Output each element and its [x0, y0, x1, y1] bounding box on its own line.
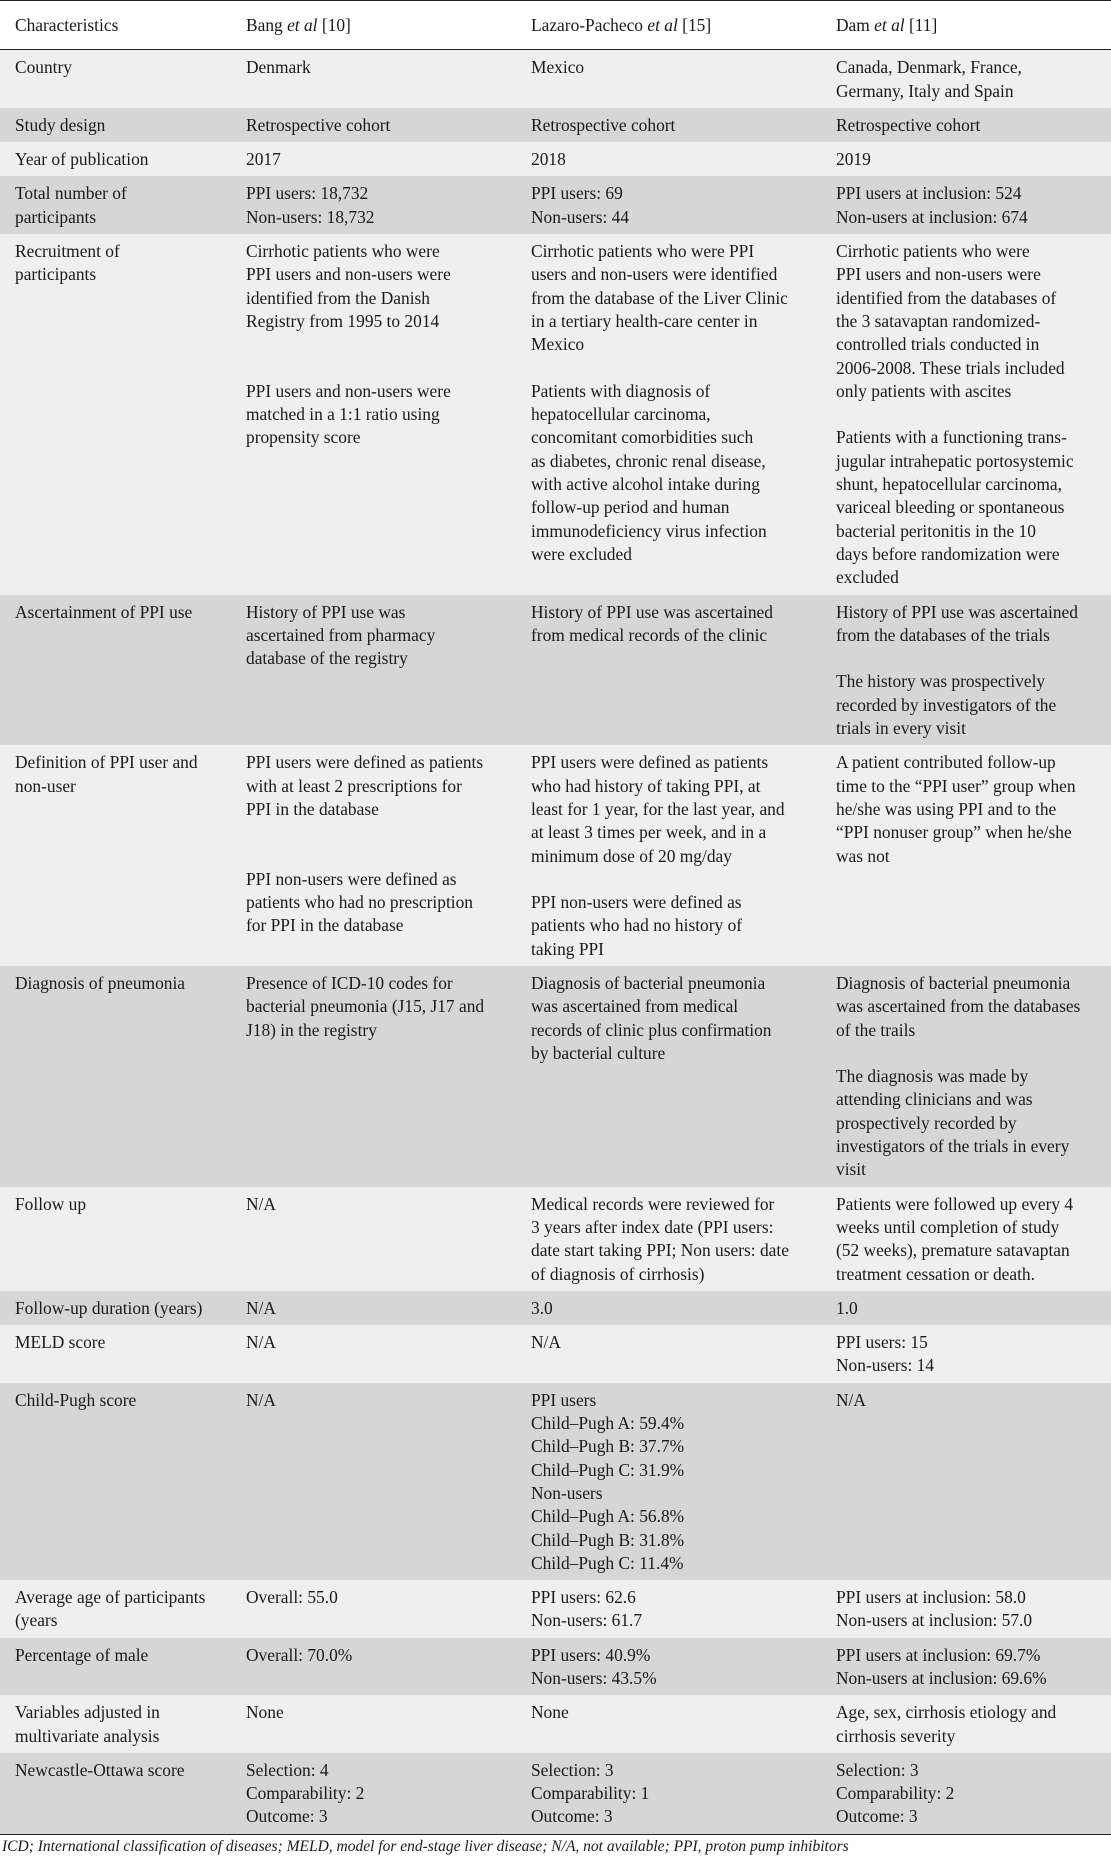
cell-line: Percentage of male [15, 1644, 149, 1665]
table-row [0, 1580, 1111, 1638]
cell-line: in a tertiary health-care center in [531, 310, 758, 331]
cell-line: MELD score [15, 1332, 106, 1353]
dam-cell [821, 1580, 1111, 1638]
cell-line: treatment cessation or death. [836, 1263, 1035, 1284]
table-footnote: ICD; International classification of diseases; MELD, model for end-stage liver disease; N/A, not available; PPI, proton pump inhibitors [2, 1837, 849, 1855]
cell-line: from the databases of the trials [836, 624, 1050, 645]
cell-line: he/she was using PPI and to the [836, 798, 1057, 819]
paragraph-gap [246, 821, 512, 844]
cell-line: from the database of the Liver Clinic [531, 287, 788, 308]
cell-line: The history was prospectively [836, 671, 1046, 692]
table-row [0, 108, 1111, 142]
cell-line: PPI users [531, 1389, 597, 1410]
cell-line: ascertained from pharmacy [246, 624, 436, 645]
cell-line: A patient contributed follow-up [836, 752, 1056, 773]
header-etal: et al [647, 15, 678, 35]
table-row [0, 1753, 1111, 1834]
cell-line: multivariate analysis [15, 1725, 160, 1746]
cell-line: PPI users and non-users were [246, 380, 451, 401]
cell-line: matched in a 1:1 ratio using [246, 404, 440, 425]
cell-line: taking PPI [531, 938, 604, 959]
characteristic-cell [0, 1383, 231, 1580]
cell-line: Selection: 3 [531, 1759, 614, 1780]
cell-line: Retrospective cohort [531, 114, 676, 135]
cell-line: 2018 [531, 149, 566, 170]
bang-cell [231, 234, 516, 594]
cell-line: with at least 2 prescriptions for [246, 775, 462, 796]
cell-line: immunodeficiency virus infection [531, 520, 767, 541]
cell-line: 3.0 [531, 1297, 553, 1318]
header-reference: [11] [908, 15, 938, 35]
cell-line: investigators of the trials in every [836, 1136, 1070, 1157]
table-row [0, 1638, 1111, 1696]
lazaro-pacheco-cell [516, 176, 821, 234]
lazaro-pacheco-cell [516, 745, 821, 966]
cell-line: Comparability: 2 [836, 1783, 955, 1804]
cell-line: variceal bleeding or spontaneous [836, 497, 1065, 518]
characteristic-cell [0, 108, 231, 142]
characteristic-cell [0, 176, 231, 234]
cell-line: trials in every visit [836, 718, 966, 739]
cell-line: PPI non-users were defined as [531, 892, 742, 913]
cell-line: Child–Pugh C: 31.9% [531, 1459, 685, 1480]
lazaro-pacheco-cell [516, 1187, 821, 1291]
bang-cell [231, 745, 516, 966]
paragraph-gap [836, 647, 1107, 670]
table-row [0, 176, 1111, 234]
table-row [0, 1383, 1111, 1580]
table-row [0, 966, 1111, 1187]
dam-cell [821, 1383, 1111, 1580]
cell-line: bacterial pneumonia (J15, J17 and [246, 996, 485, 1017]
cell-line: cirrhosis severity [836, 1725, 956, 1746]
cell-line: concomitant comorbidities such [531, 427, 754, 448]
cell-line: date start taking PPI; Non users: date [531, 1240, 789, 1261]
cell-line: were excluded [531, 543, 632, 564]
cell-line: controlled trials conducted in [836, 334, 1040, 355]
table-row [0, 1325, 1111, 1383]
cell-line: Variables adjusted in [15, 1702, 160, 1723]
cell-line: recorded by investigators of the [836, 694, 1057, 715]
cell-line: N/A [246, 1193, 276, 1214]
cell-line: PPI users: 62.6 [531, 1587, 636, 1608]
cell-line: Non-users at inclusion: 57.0 [836, 1610, 1033, 1631]
cell-line: Non-users: 44 [531, 206, 630, 227]
cell-line: prospectively recorded by [836, 1112, 1017, 1133]
cell-line: Comparability: 1 [531, 1783, 650, 1804]
cell-line: at least 3 times per week, and in a [531, 822, 767, 843]
cell-line: Retrospective cohort [836, 114, 981, 135]
cell-line: Non-users: 18,732 [246, 206, 375, 227]
dam-cell [821, 50, 1111, 108]
cell-line: the 3 satavaptan randomized- [836, 310, 1041, 331]
cell-line: participants [15, 264, 97, 285]
characteristic-cell [0, 50, 231, 108]
dam-cell [821, 1753, 1111, 1834]
lazaro-pacheco-cell [516, 108, 821, 142]
cell-line: Patients with diagnosis of [531, 380, 711, 401]
cell-line: N/A [246, 1332, 276, 1353]
cell-line: with active alcohol intake during [531, 474, 760, 495]
cell-line: Child–Pugh C: 11.4% [531, 1552, 684, 1573]
table-row [0, 50, 1111, 108]
table-row [0, 1695, 1111, 1753]
cell-line: J18) in the registry [246, 1019, 377, 1040]
cell-line: 2006-2008. These trials included [836, 357, 1065, 378]
cell-line: Average age of participants [15, 1587, 206, 1608]
cell-line: PPI users were defined as patients [246, 752, 484, 773]
cell-line: Diagnosis of bacterial pneumonia [836, 972, 1071, 993]
lazaro-pacheco-cell [516, 1695, 821, 1753]
cell-line: was not [836, 845, 890, 866]
cell-line: PPI users at inclusion: 58.0 [836, 1587, 1026, 1608]
cell-line: N/A [836, 1389, 866, 1410]
cell-line: weeks until completion of study [836, 1216, 1060, 1237]
cell-line: Non-users at inclusion: 69.6% [836, 1668, 1047, 1688]
header-author: Lazaro-Pacheco [531, 15, 643, 35]
cell-line: History of PPI use was ascertained [531, 601, 773, 622]
cell-line: PPI users and non-users were [246, 264, 451, 285]
paragraph-gap [836, 403, 1107, 426]
cell-line: Overall: 55.0 [246, 1587, 338, 1608]
bang-cell [231, 142, 516, 176]
header-row [0, 1, 1111, 50]
cell-line: PPI users and non-users were [836, 264, 1041, 285]
lazaro-pacheco-cell [516, 966, 821, 1187]
cell-line: Cirrhotic patients who were [246, 241, 440, 262]
cell-line: patients who had no history of [531, 915, 743, 936]
cell-line: Age, sex, cirrhosis etiology and [836, 1702, 1057, 1723]
cell-line: least for 1 year, for the last year, and [531, 798, 785, 819]
dam-cell [821, 966, 1111, 1187]
bang-cell [231, 966, 516, 1187]
cell-line: who had history of taking PPI, at [531, 775, 761, 796]
cell-line: participants [15, 206, 97, 227]
cell-line: Total number of [15, 183, 127, 204]
cell-line: shunt, hepatocellular carcinoma, [836, 474, 1062, 495]
cell-line: Cirrhotic patients who were [836, 241, 1030, 262]
cell-line: by bacterial culture [531, 1042, 666, 1063]
cell-line: Ascertainment of PPI use [15, 601, 193, 622]
cell-line: Definition of PPI user and [15, 752, 198, 773]
cell-line: Cirrhotic patients who were PPI [531, 241, 755, 262]
paragraph-gap [531, 357, 817, 380]
characteristic-cell [0, 1325, 231, 1383]
characteristic-cell [0, 1580, 231, 1638]
cell-line: time to the “PPI user” group when [836, 775, 1076, 796]
characteristic-cell [0, 1291, 231, 1325]
table-row [0, 595, 1111, 746]
cell-line: database of the registry [246, 648, 408, 669]
cell-line: PPI users: 15 [836, 1332, 928, 1353]
dam-cell [821, 142, 1111, 176]
table-row [0, 142, 1111, 176]
cell-line: of diagnosis of cirrhosis) [531, 1263, 705, 1284]
characteristic-cell [0, 745, 231, 966]
bang-cell [231, 1383, 516, 1580]
cell-line: follow-up period and human [531, 497, 730, 518]
cell-line: Child–Pugh B: 37.7% [531, 1436, 685, 1457]
header-reference: [10] [321, 15, 351, 35]
header-reference: [15] [682, 15, 712, 35]
table-header [0, 1, 1111, 50]
cell-line: Presence of ICD-10 codes for [246, 972, 453, 993]
dam-cell [821, 1695, 1111, 1753]
cell-line: Outcome: 3 [836, 1806, 918, 1827]
cell-line: Outcome: 3 [531, 1806, 613, 1827]
header-characteristics [0, 1, 231, 50]
cell-line: visit [836, 1159, 866, 1180]
cell-line: The diagnosis was made by [836, 1066, 1029, 1087]
cell-line: Diagnosis of bacterial pneumonia [531, 972, 766, 993]
cell-line: only patients with ascites [836, 380, 1012, 401]
header-characteristics-label: Characteristics [15, 15, 119, 35]
cell-line: PPI users at inclusion: 69.7% [836, 1644, 1041, 1665]
table-row [0, 1291, 1111, 1325]
cell-line: Follow-up duration (years) [15, 1297, 203, 1318]
dam-cell [821, 234, 1111, 594]
cell-line: days before randomization were [836, 543, 1060, 564]
cell-line: 2019 [836, 149, 871, 170]
cell-line: “PPI nonuser group” when he/she [836, 822, 1072, 843]
characteristic-cell [0, 595, 231, 746]
bang-cell [231, 1638, 516, 1696]
lazaro-pacheco-cell [516, 1753, 821, 1834]
header-study-bang [231, 1, 516, 50]
cell-line: 2017 [246, 149, 281, 170]
dam-cell [821, 1325, 1111, 1383]
cell-line: PPI users: 69 [531, 183, 623, 204]
cell-line: Recruitment of [15, 241, 120, 262]
characteristic-cell [0, 142, 231, 176]
paragraph-gap [531, 868, 817, 891]
header-etal: et al [287, 15, 318, 35]
cell-line: of the trails [836, 1019, 916, 1040]
cell-line: N/A [531, 1332, 561, 1353]
cell-line: Diagnosis of pneumonia [15, 972, 186, 993]
cell-line: PPI in the database [246, 798, 379, 819]
cell-line: Registry from 1995 to 2014 [246, 310, 440, 331]
table-body [0, 50, 1111, 1834]
cell-line: Mexico [531, 334, 585, 355]
cell-line: 3 years after index date (PPI users: [531, 1216, 774, 1237]
cell-line: Follow up [15, 1193, 87, 1214]
cell-line: Child–Pugh A: 59.4% [531, 1413, 685, 1434]
lazaro-pacheco-cell [516, 1325, 821, 1383]
cell-line: users and non-users were identified [531, 264, 778, 285]
cell-line: Canada, Denmark, France, [836, 57, 1022, 78]
header-study-lazaro [516, 1, 821, 50]
bang-cell [231, 50, 516, 108]
cell-line: Denmark [246, 57, 311, 78]
cell-line: Selection: 4 [246, 1759, 329, 1780]
cell-line: Non-users: 43.5% [531, 1668, 657, 1688]
cell-line: N/A [246, 1389, 276, 1410]
lazaro-pacheco-cell [516, 142, 821, 176]
bang-cell [231, 595, 516, 746]
cell-line: Patients with a functioning trans- [836, 427, 1067, 448]
cell-line: 1.0 [836, 1297, 858, 1318]
cell-line: for PPI in the database [246, 915, 404, 936]
paragraph-gap [836, 1042, 1107, 1065]
cell-line: History of PPI use was [246, 601, 406, 622]
cell-line: Outcome: 3 [246, 1806, 328, 1827]
dam-cell [821, 745, 1111, 966]
cell-line: (years [15, 1610, 58, 1631]
header-author: Bang [246, 15, 283, 35]
characteristic-cell [0, 966, 231, 1187]
cell-line: Child-Pugh score [15, 1389, 137, 1410]
header-study-dam [821, 1, 1111, 50]
cell-line: patients who had no prescription [246, 892, 473, 913]
dam-cell [821, 108, 1111, 142]
bang-cell [231, 176, 516, 234]
cell-line: Study design [15, 114, 106, 135]
cell-line: was ascertained from the databases [836, 996, 1081, 1017]
lazaro-pacheco-cell [516, 595, 821, 746]
cell-line: Comparability: 2 [246, 1783, 365, 1804]
cell-line: Non-users: 14 [836, 1355, 935, 1376]
cell-line: Overall: 70.0% [246, 1644, 353, 1665]
cell-line: Country [15, 57, 73, 78]
cell-line: records of clinic plus confirmation [531, 1019, 772, 1040]
cell-line: Child–Pugh B: 31.8% [531, 1529, 685, 1550]
bang-cell [231, 1291, 516, 1325]
cell-line: Year of publication [15, 149, 149, 170]
cell-line: was ascertained from medical [531, 996, 739, 1017]
cell-line: Medical records were reviewed for [531, 1193, 775, 1214]
table-row [0, 234, 1111, 594]
dam-cell [821, 1291, 1111, 1325]
lazaro-pacheco-cell [516, 1383, 821, 1580]
cell-line: identified from the Danish [246, 287, 431, 308]
cell-line: non-user [15, 775, 76, 796]
cell-line: excluded [836, 567, 899, 588]
cell-line: History of PPI use was ascertained [836, 601, 1078, 622]
cell-line: Retrospective cohort [246, 114, 391, 135]
cell-line: None [246, 1702, 284, 1723]
cell-line: Non-users: 61.7 [531, 1610, 643, 1631]
cell-line: PPI non-users were defined as [246, 868, 457, 889]
paragraph-gap [246, 845, 512, 868]
cell-line: None [531, 1702, 569, 1723]
table-row [0, 1187, 1111, 1291]
dam-cell [821, 176, 1111, 234]
bang-cell [231, 108, 516, 142]
lazaro-pacheco-cell [516, 234, 821, 594]
dam-cell [821, 1187, 1111, 1291]
cell-line: (52 weeks), premature satavaptan [836, 1240, 1070, 1261]
dam-cell [821, 1638, 1111, 1696]
cell-line: N/A [246, 1297, 276, 1318]
cell-line: Child–Pugh A: 56.8% [531, 1506, 685, 1527]
cell-line: PPI users: 40.9% [531, 1644, 651, 1665]
characteristic-cell [0, 1187, 231, 1291]
header-etal: et al [874, 15, 905, 35]
cell-line: as diabetes, chronic renal disease, [531, 450, 766, 471]
cell-line: bacterial peritonitis in the 10 [836, 520, 1036, 541]
cell-line: PPI users were defined as patients [531, 752, 769, 773]
paragraph-gap [246, 333, 512, 356]
characteristic-cell [0, 1638, 231, 1696]
lazaro-pacheco-cell [516, 1580, 821, 1638]
header-author: Dam [836, 15, 870, 35]
characteristic-cell [0, 234, 231, 594]
cell-line: Non-users [531, 1482, 603, 1503]
bang-cell [231, 1325, 516, 1383]
bang-cell [231, 1580, 516, 1638]
cell-line: from medical records of the clinic [531, 624, 768, 645]
cell-line: Newcastle-Ottawa score [15, 1759, 185, 1780]
cell-line: hepatocellular carcinoma, [531, 404, 711, 425]
cell-line: Non-users at inclusion: 674 [836, 206, 1028, 227]
cell-line: jugular intrahepatic portosystemic [836, 450, 1074, 471]
cell-line: Mexico [531, 57, 585, 78]
paragraph-gap [246, 357, 512, 380]
lazaro-pacheco-cell [516, 1291, 821, 1325]
characteristic-cell [0, 1695, 231, 1753]
cell-line: PPI users: 18,732 [246, 183, 369, 204]
lazaro-pacheco-cell [516, 50, 821, 108]
bang-cell [231, 1695, 516, 1753]
characteristic-cell [0, 1753, 231, 1834]
cell-line: minimum dose of 20 mg/day [531, 845, 732, 866]
cell-line: PPI users at inclusion: 524 [836, 183, 1022, 204]
bang-cell [231, 1187, 516, 1291]
cell-line: Patients were followed up every 4 [836, 1193, 1074, 1214]
cell-line: propensity score [246, 427, 361, 448]
dam-cell [821, 595, 1111, 746]
table-row [0, 745, 1111, 966]
cell-line: identified from the databases of [836, 287, 1057, 308]
cell-line: Selection: 3 [836, 1759, 919, 1780]
bang-cell [231, 1753, 516, 1834]
cell-line: attending clinicians and was [836, 1089, 1033, 1110]
cell-line: Germany, Italy and Spain [836, 80, 1014, 101]
lazaro-pacheco-cell [516, 1638, 821, 1696]
